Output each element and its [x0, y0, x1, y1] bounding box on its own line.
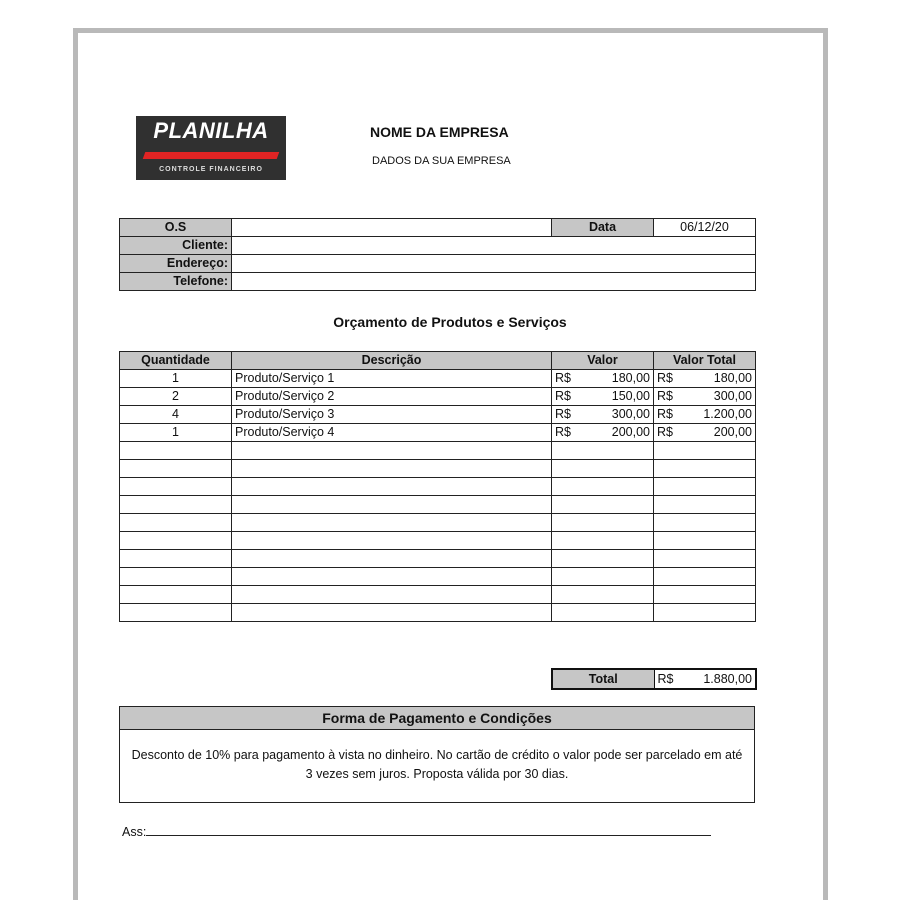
row-value[interactable] [552, 532, 654, 550]
row-value[interactable] [552, 460, 654, 478]
signature-line [122, 823, 711, 839]
row-value-currency: R$ [555, 389, 571, 403]
row-quantity[interactable] [120, 460, 232, 478]
logo-subtitle: CONTROLE FINANCEIRO [159, 166, 263, 173]
signature-label: Ass: [122, 825, 147, 839]
total-amount [654, 669, 756, 689]
row-total-currency: R$ [657, 371, 673, 385]
row-total[interactable] [654, 550, 756, 568]
row-total[interactable] [654, 478, 756, 496]
row-value[interactable] [552, 388, 654, 406]
row-value-amount: 180,00 [611, 371, 650, 385]
row-value[interactable] [552, 370, 654, 388]
row-quantity[interactable] [120, 478, 232, 496]
row-quantity[interactable] [120, 496, 232, 514]
table-row-empty [120, 604, 756, 622]
items-table [119, 351, 756, 622]
table-row-empty [120, 460, 756, 478]
header-value: Valor [552, 352, 654, 370]
table-row-empty [120, 478, 756, 496]
row-total-currency: R$ [657, 389, 673, 403]
company-name: NOME DA EMPRESA [370, 124, 509, 140]
row-total[interactable] [654, 460, 756, 478]
row-total[interactable] [654, 388, 756, 406]
row-quantity[interactable]: 2 [120, 388, 232, 406]
row-total[interactable] [654, 406, 756, 424]
row-value[interactable] [552, 514, 654, 532]
row-value[interactable] [552, 442, 654, 460]
row-description[interactable] [232, 514, 552, 532]
row-total[interactable] [654, 496, 756, 514]
row-total-amount: 300,00 [713, 389, 752, 403]
payment-box [119, 706, 755, 803]
row-total-amount: 180,00 [713, 371, 752, 385]
table-row-empty [120, 550, 756, 568]
total-currency: R$ [657, 671, 674, 686]
row-value[interactable] [552, 496, 654, 514]
row-quantity[interactable] [120, 514, 232, 532]
row-quantity[interactable] [120, 604, 232, 622]
payment-text: Desconto de 10% para pagamento à vista no dinheiro. No cartão de crédito o valor pode ser parcelado em até 3 vezes sem juros. Proposta válida por 30 dias. [131, 748, 743, 781]
row-value[interactable] [552, 604, 654, 622]
row-description[interactable]: Produto/Serviço 3 [232, 406, 552, 424]
row-total-currency: R$ [657, 407, 673, 421]
os-label: O.S [120, 219, 232, 237]
row-quantity[interactable] [120, 442, 232, 460]
row-total-currency: R$ [657, 425, 673, 439]
date-label: Data [552, 219, 654, 237]
table-row [120, 406, 756, 424]
row-value[interactable] [552, 478, 654, 496]
table-row-empty [120, 586, 756, 604]
payment-title: Forma de Pagamento e Condições [120, 707, 754, 730]
os-value[interactable] [232, 219, 552, 237]
section-title: Orçamento de Produtos e Serviços [333, 314, 567, 330]
row-quantity[interactable] [120, 550, 232, 568]
row-description[interactable] [232, 550, 552, 568]
row-total[interactable] [654, 568, 756, 586]
row-value[interactable] [552, 586, 654, 604]
phone-label: Telefone: [120, 273, 232, 291]
row-description[interactable] [232, 604, 552, 622]
row-value[interactable] [552, 568, 654, 586]
items-body [120, 370, 756, 622]
total-value: 1.880,00 [703, 671, 752, 686]
table-row-empty [120, 442, 756, 460]
row-description[interactable] [232, 586, 552, 604]
row-total[interactable] [654, 514, 756, 532]
row-total-amount: 1.200,00 [703, 407, 752, 421]
row-total-amount: 200,00 [713, 425, 752, 439]
row-description[interactable] [232, 460, 552, 478]
table-row [120, 424, 756, 442]
row-total[interactable] [654, 424, 756, 442]
client-value[interactable] [232, 237, 756, 255]
row-value-amount: 150,00 [611, 389, 650, 403]
address-value[interactable] [232, 255, 756, 273]
row-quantity[interactable]: 4 [120, 406, 232, 424]
row-description[interactable] [232, 532, 552, 550]
total-label: Total [552, 669, 654, 689]
row-value-amount: 300,00 [611, 407, 650, 421]
row-quantity[interactable] [120, 568, 232, 586]
row-description[interactable] [232, 496, 552, 514]
row-description[interactable] [232, 478, 552, 496]
row-value[interactable] [552, 424, 654, 442]
row-quantity[interactable]: 1 [120, 370, 232, 388]
info-table [119, 218, 756, 291]
row-value-amount: 200,00 [611, 425, 650, 439]
row-quantity[interactable]: 1 [120, 424, 232, 442]
company-data: DADOS DA SUA EMPRESA [372, 155, 511, 167]
row-value-currency: R$ [555, 407, 571, 421]
row-total[interactable] [654, 604, 756, 622]
table-row [120, 370, 756, 388]
client-label: Cliente: [120, 237, 232, 255]
address-label: Endereço: [120, 255, 232, 273]
total-table [551, 668, 757, 690]
row-value-currency: R$ [555, 425, 571, 439]
signature-field[interactable] [146, 823, 711, 836]
row-quantity[interactable] [120, 532, 232, 550]
logo-stripe [143, 152, 280, 159]
row-total[interactable] [654, 442, 756, 460]
phone-value[interactable] [232, 273, 756, 291]
table-row-empty [120, 514, 756, 532]
table-row-empty [120, 532, 756, 550]
header-quantity: Quantidade [120, 352, 232, 370]
row-quantity[interactable] [120, 586, 232, 604]
row-total[interactable] [654, 532, 756, 550]
row-value[interactable] [552, 550, 654, 568]
row-total[interactable] [654, 586, 756, 604]
row-description[interactable] [232, 568, 552, 586]
table-row [120, 388, 756, 406]
date-value[interactable]: 06/12/20 [654, 219, 756, 237]
row-value[interactable] [552, 406, 654, 424]
row-description[interactable]: Produto/Serviço 4 [232, 424, 552, 442]
header-description: Descrição [232, 352, 552, 370]
logo-title: PLANILHA [153, 118, 269, 143]
row-value-currency: R$ [555, 371, 571, 385]
company-logo [136, 116, 286, 180]
row-description[interactable]: Produto/Serviço 1 [232, 370, 552, 388]
row-description[interactable] [232, 442, 552, 460]
table-row-empty [120, 496, 756, 514]
header-total: Valor Total [654, 352, 756, 370]
row-total[interactable] [654, 370, 756, 388]
row-description[interactable]: Produto/Serviço 2 [232, 388, 552, 406]
table-row-empty [120, 568, 756, 586]
